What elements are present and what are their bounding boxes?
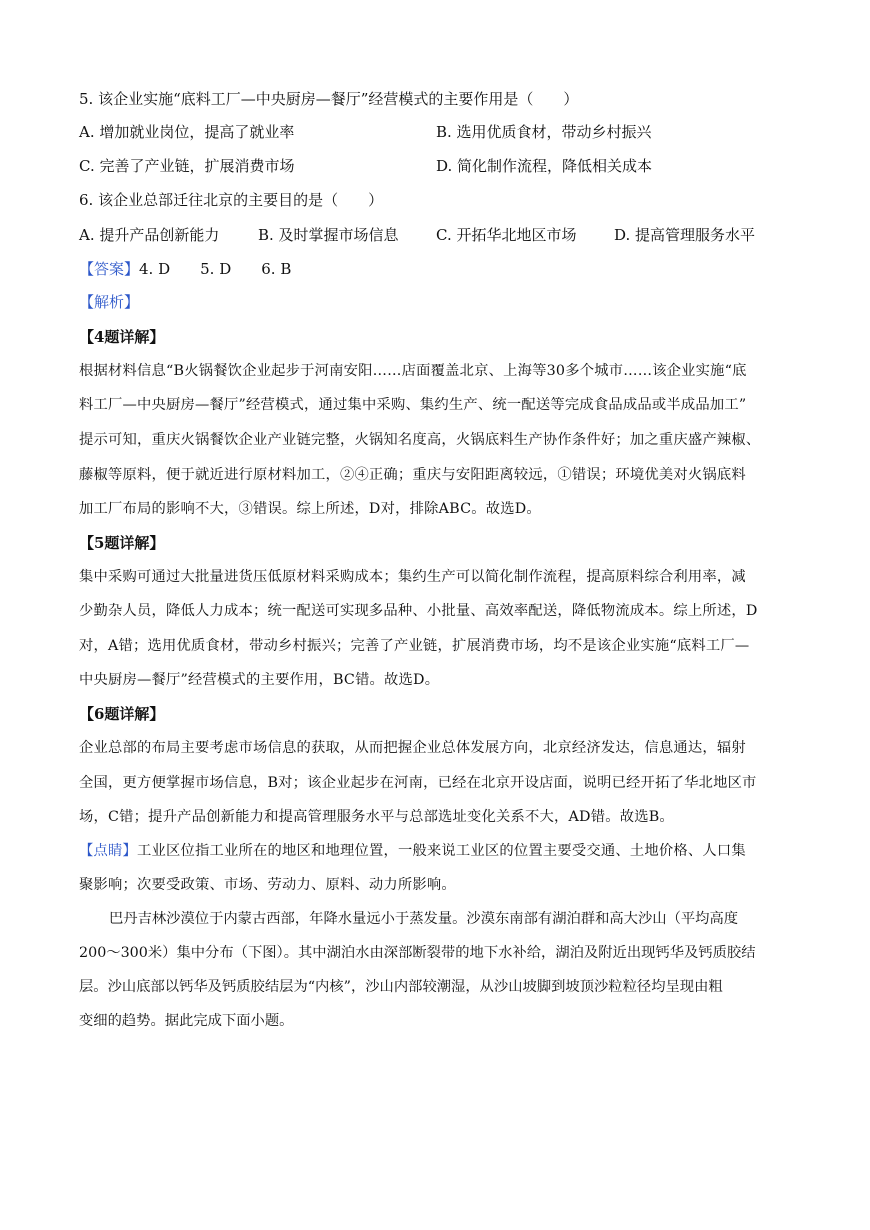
q6-option-d: D. 提高管理服务水平 (614, 226, 756, 244)
answer-6: 6. B (261, 260, 292, 278)
d6-line: 全国，更方便掌握市场信息，B对；该企业起步在河南，已经在北京开设店面，说明已经开拓了华北地区市 (79, 775, 757, 791)
q6-option-a: A. 提升产品创新能力 (79, 226, 220, 244)
d5-line: 对，A错；选用优质食材，带动乡村振兴；完善了产业链，扩展消费市场，均不是该企业实施“底料工厂— (79, 638, 750, 654)
tip-line: 【点睛】工业区位指工业所在的地区和地理位置，一般来说工业区的位置主要受交通、土地价格、人口集 (79, 843, 746, 859)
passage-line: 200～300米）集中分布（下图）。其中湖泊水由深部断裂带的地下水补给，湖泊及附近出现钙华及钙质胶结 (79, 945, 756, 961)
tip-label: 【点睛】 (79, 843, 137, 859)
q6-option-c: C. 开拓华北地区市场 (436, 226, 577, 244)
d6-line: 场，C错；提升产品创新能力和提高管理服务水平与总部选址变化关系不大，AD错。故选B。 (79, 809, 674, 825)
d4-line: 加工厂布局的影响不大，③错误。综上所述，D对，排除ABC。故选D。 (79, 501, 541, 517)
q6-stem: 6. 该企业总部迁往北京的主要目的是（ ） (79, 191, 384, 209)
d5-line: 少勤杂人员，降低人力成本；统一配送可实现多品种、小批量、高效率配送，降低物流成本。综上所述，D (79, 603, 758, 619)
d4-line: 根据材料信息“B火锅餐饮企业起步于河南安阳……店面覆盖北京、上海等30多个城市……该企业实施“底 (79, 363, 747, 379)
d4-line: 提示可知，重庆火锅餐饮企业产业链完整，火锅知名度高，火锅底料生产协作条件好；加之重庆盛产辣椒、 (79, 432, 761, 448)
d4-line: 藤椒等原料，便于就近进行原材料加工，②④正确；重庆与安阳距离较远，①错误；环境优美对火锅底料 (79, 467, 746, 483)
answer-4: 4. D (139, 260, 171, 278)
passage-line: 变细的趋势。据此完成下面小题。 (79, 1013, 294, 1029)
d6-heading: 【6题详解】 (79, 705, 165, 723)
answer-label: 【答案】 (79, 260, 140, 278)
q5-option-c: C. 完善了产业链，扩展消费市场 (79, 157, 295, 175)
analysis-label: 【解析】 (79, 293, 140, 311)
d4-line: 料工厂—中央厨房—餐厅”经营模式，通过集中采购、集约生产、统一配送等完成食品成品或半成品加工” (79, 397, 747, 413)
d6-line: 企业总部的布局主要考虑市场信息的获取，从而把握企业总体发展方向，北京经济发达，信息通达，辐射 (79, 740, 746, 756)
passage-line: 巴丹吉林沙漠位于内蒙古西部，年降水量远小于蒸发量。沙漠东南部有湖泊群和高大沙山（平均高度 (109, 911, 739, 927)
q5-option-a: A. 增加就业岗位，提高了就业率 (79, 123, 295, 141)
tip-line: 聚影响；次要受政策、市场、劳动力、原料、动力所影响。 (79, 877, 456, 893)
q6-option-b: B. 及时掌握市场信息 (258, 226, 399, 244)
q5-stem: 5. 该企业实施“底料工厂—中央厨房—餐厅”经营模式的主要作用是（ ） (79, 90, 579, 108)
answer-row (79, 259, 291, 279)
q5-option-d: D. 简化制作流程，降低相关成本 (436, 157, 653, 175)
d5-heading: 【5题详解】 (79, 534, 165, 552)
d4-heading: 【4题详解】 (79, 328, 165, 346)
d5-line: 中央厨房—餐厅”经营模式的主要作用，BC错。故选D。 (79, 672, 440, 688)
q5-option-b: B. 选用优质食材，带动乡村振兴 (436, 123, 652, 141)
passage-line: 层。沙山底部以钙华及钙质胶结层为“内核”，沙山内部较潮湿，从沙山坡脚到坡顶沙粒粒径均呈现由粗 (79, 979, 723, 995)
d5-line: 集中采购可通过大批量进货压低原材料采购成本；集约生产可以简化制作流程，提高原料综合利用率，减 (79, 569, 746, 585)
answer-5: 5. D (200, 260, 232, 278)
